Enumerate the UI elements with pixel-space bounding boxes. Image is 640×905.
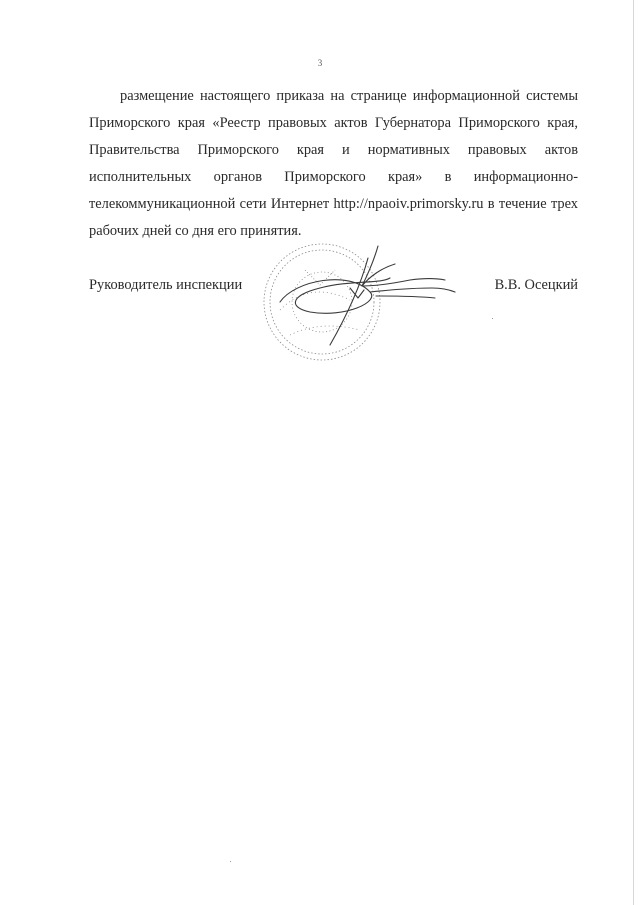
scan-edge-line bbox=[633, 0, 634, 905]
body-paragraph bbox=[89, 83, 578, 245]
paragraph-line: телекоммуникационной сети Интернет http://npaoiv.primorsky.ru в течение трех bbox=[89, 196, 578, 212]
paragraph-line: исполнительных органов Приморского края» в информационно- bbox=[89, 169, 578, 185]
scan-speck bbox=[492, 318, 493, 319]
paragraph-line: Приморского края «Реестр правовых актов Губернатора Приморского края, bbox=[89, 115, 578, 131]
paragraph-line: рабочих дней со дня его принятия. bbox=[89, 223, 302, 239]
paragraph-line: Правительства Приморского края и нормативных правовых актов bbox=[89, 142, 578, 158]
handwritten-signature bbox=[280, 246, 455, 345]
official-seal bbox=[264, 244, 380, 360]
signatory-name: В.В. Осецкий bbox=[494, 277, 578, 293]
scan-speck bbox=[230, 861, 231, 862]
stamp-and-signature bbox=[250, 240, 480, 375]
signatory-position: Руководитель инспекции bbox=[89, 277, 243, 293]
paragraph-line: размещение настоящего приказа на странице информационной системы bbox=[120, 88, 578, 104]
page-number: 3 bbox=[317, 58, 323, 68]
